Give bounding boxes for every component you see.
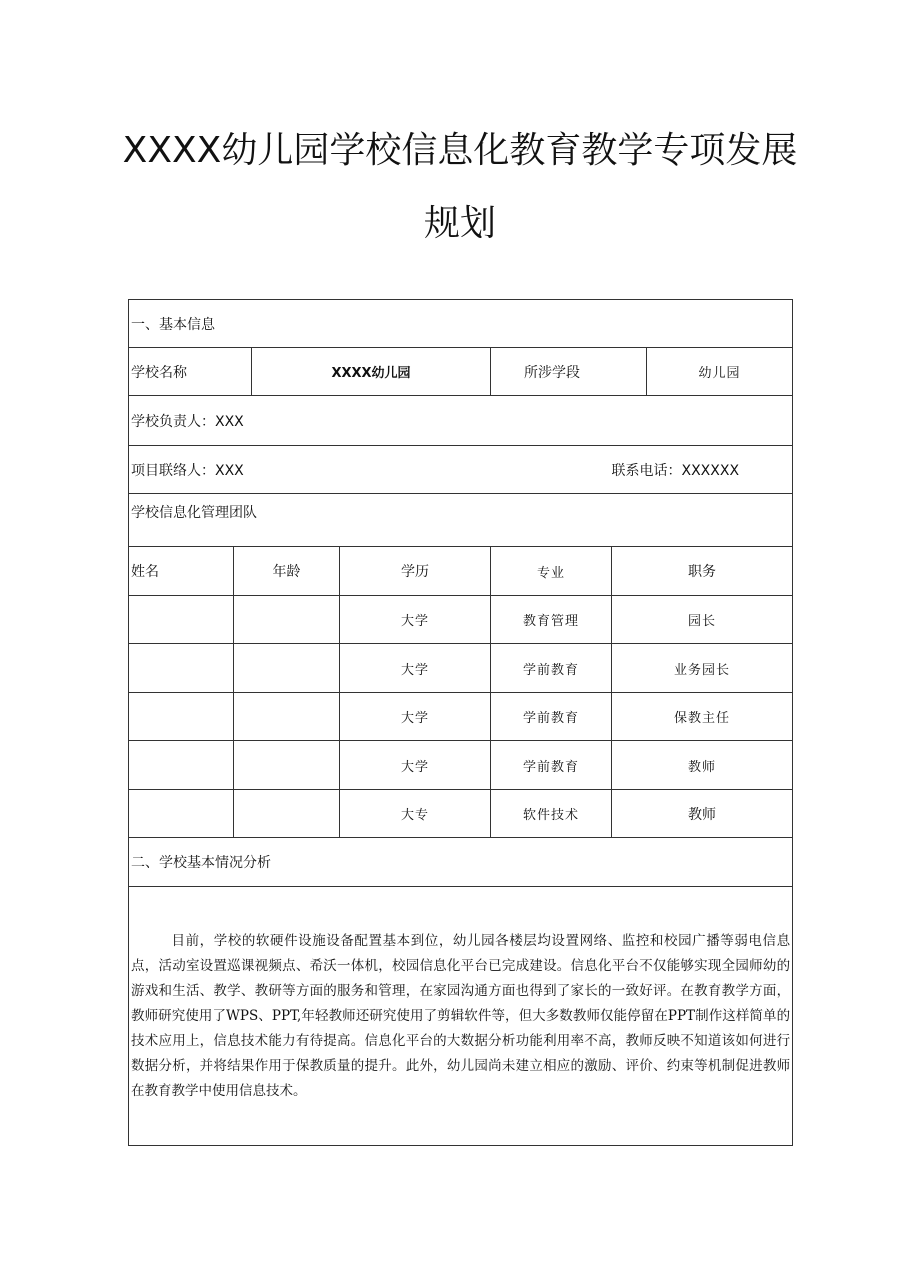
situation-analysis-cell <box>129 887 793 1146</box>
header-education: 学历 <box>340 547 491 596</box>
cell-education: 大学 <box>340 741 491 790</box>
stage-value: 幼儿园 <box>647 348 793 396</box>
header-position: 职务 <box>612 547 793 596</box>
table-row <box>129 693 793 741</box>
cell-position: 教师 <box>612 790 793 838</box>
principal-row <box>129 396 793 446</box>
cell-name <box>129 644 234 693</box>
header-major: 专业 <box>491 547 612 596</box>
team-heading: 学校信息化管理团队 <box>129 494 793 547</box>
cell-age <box>234 790 340 838</box>
cell-age <box>234 693 340 741</box>
cell-major: 学前教育 <box>491 741 612 790</box>
cell-age <box>234 596 340 644</box>
cell-name <box>129 596 234 644</box>
planning-form-table <box>128 299 793 1146</box>
situation-analysis-paragraph: 目前，学校的软硬件设施设备配置基本到位，幼儿园各楼层均设置网络、监控和校园广播等弱电信息点，活动室设置巡课视频点、希沃一体机，校园信息化平台已完成建设。信息化平台不仅能够实现全园师幼的游戏和生活、教学、教研等方面的服务和管理，在家园沟通方面也得到了家长的一致好评。在教育教学方面，教师研究使用了WPS、PPT,年轻教师还研究使用了剪辑软件等，但大多数教师仅能停留在PPT制作这样简单的技术应用上，信息技术能力有待提高。信息化平台的大数据分析功能利用率不高，教师反映不知道该如何进行数据分析，并将结果作用于保教质量的提升。此外，幼儿园尚未建立相应的激励、评价、约束等机制促进教师在教育教学中使用信息技术。 <box>131 932 791 1099</box>
contact-phone: 联系电话：XXXXXX <box>612 446 793 494</box>
school-name-value <box>252 348 491 396</box>
cell-position: 业务园长 <box>612 644 793 693</box>
section-2-heading: 二、学校基本情况分析 <box>129 838 793 887</box>
cell-education: 大专 <box>340 790 491 838</box>
document-title-line-1: XXXX幼儿园学校信息化教育教学专项发展 <box>122 130 798 171</box>
school-name-text: XXXX幼儿园 <box>331 366 411 381</box>
principal-text: 学校负责人：XXX <box>131 413 244 430</box>
cell-major: 教育管理 <box>491 596 612 644</box>
cell-position: 教师 <box>612 741 793 790</box>
table-row <box>129 596 793 644</box>
table-row <box>129 644 793 693</box>
header-age: 年龄 <box>234 547 340 596</box>
cell-name <box>129 741 234 790</box>
team-table-header-row <box>129 547 793 596</box>
cell-education: 大学 <box>340 644 491 693</box>
table-row <box>129 741 793 790</box>
header-name: 姓名 <box>129 547 234 596</box>
cell-name <box>129 790 234 838</box>
cell-age <box>234 644 340 693</box>
document-title-line-2: 规划 <box>423 203 496 244</box>
cell-major: 学前教育 <box>491 644 612 693</box>
cell-major: 软件技术 <box>491 790 612 838</box>
section-1-heading: 一、基本信息 <box>129 300 793 348</box>
table-row <box>129 790 793 838</box>
cell-name <box>129 693 234 741</box>
cell-age <box>234 741 340 790</box>
cell-education: 大学 <box>340 596 491 644</box>
cell-position: 园长 <box>612 596 793 644</box>
cell-major: 学前教育 <box>491 693 612 741</box>
cell-education: 大学 <box>340 693 491 741</box>
contact-person: 项目联络人：XXX <box>129 446 612 494</box>
school-name-label: 学校名称 <box>129 348 252 396</box>
stage-label: 所涉学段 <box>491 348 647 396</box>
cell-position: 保教主任 <box>612 693 793 741</box>
